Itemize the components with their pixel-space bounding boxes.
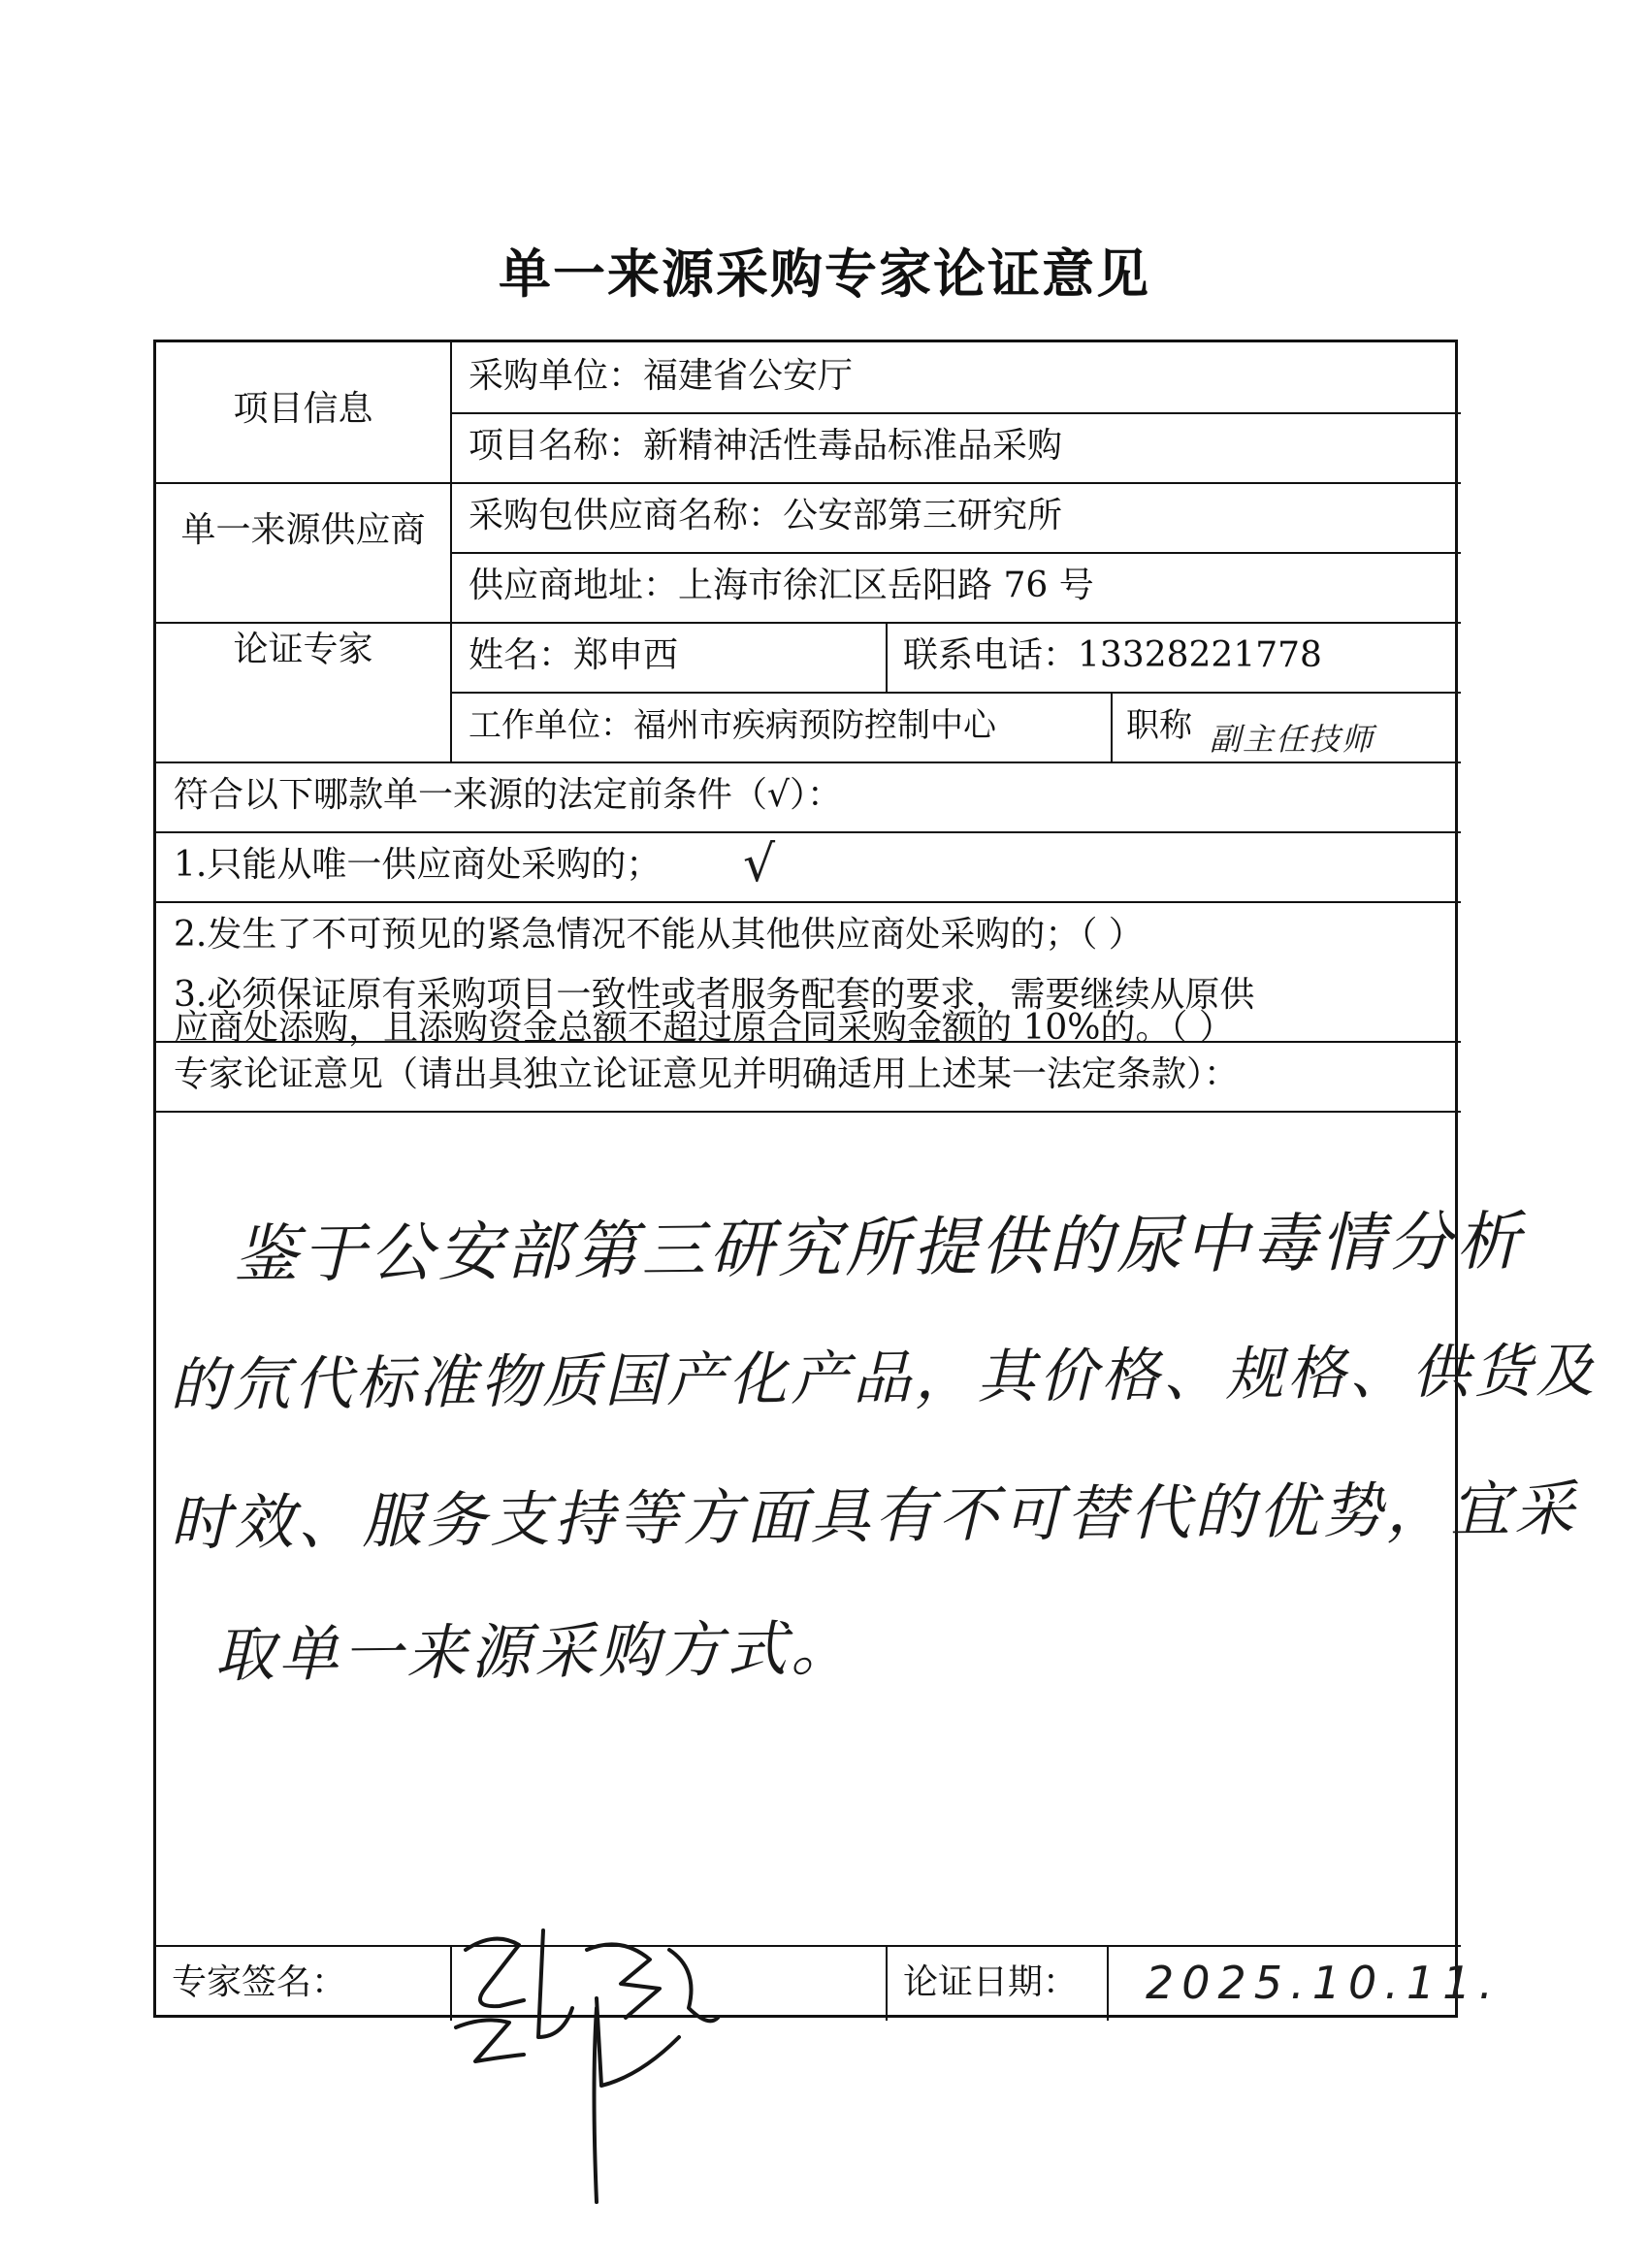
col-line (450, 342, 452, 761)
expert-workplace-field: 工作单位：福州市疾病预防控制中心 (469, 706, 996, 745)
expert-label: 论证专家 (233, 630, 373, 669)
opinion-handwritten-line: 的氘代标准物质国产化产品，其价格、规格、供货及 (169, 1337, 1599, 1420)
row-line (450, 412, 1461, 414)
condition-3-line2: 应商处添购，且添购资金总额不超过原合同采购金额的 10%的。（ ） (174, 1008, 1234, 1048)
project-info-label: 项目信息 (233, 389, 373, 429)
expert-title-label: 职称 (1126, 706, 1192, 745)
row-line (450, 552, 1461, 554)
condition-1-checkmark: √ (743, 835, 776, 893)
expert-title-handwritten: 副主任技师 (1210, 721, 1375, 758)
date-handwritten: 2025.10.11. (1146, 1957, 1501, 2009)
opinion-handwritten-line: 时效、服务支持等方面具有不可替代的优势，宜采 (169, 1473, 1579, 1559)
form-table (153, 340, 1599, 2018)
col-line (1111, 692, 1113, 761)
row-line (156, 1945, 1461, 1947)
purchaser-field: 采购单位：福建省公安厅 (469, 356, 854, 396)
opinion-header: 专家论证意见（请出具独立论证意见并明确适用上述某一法定条款）： (174, 1054, 1240, 1094)
project-name-field: 项目名称：新精神活性毒品标准品采购 (469, 426, 1063, 466)
condition-3-line1: 3.必须保证原有采购项目一致性或者服务配套的要求，需要继续从原供 (174, 975, 1255, 1015)
signature-handwritten-icon (427, 1892, 737, 2212)
supplier-label: 单一来源供应商 (180, 510, 426, 550)
row-line (156, 622, 1461, 624)
col-line (886, 1945, 888, 2021)
date-label: 论证日期： (903, 1962, 1079, 2002)
expert-name-field: 姓名：郑申西 (469, 635, 679, 675)
row-line (156, 1111, 1461, 1113)
col-line (886, 622, 888, 692)
row-line (156, 482, 1461, 484)
expert-phone-field: 联系电话：13328221778 (903, 635, 1322, 675)
row-line (156, 761, 1461, 763)
document-title: 单一来源采购专家论证意见 (499, 243, 1150, 305)
supplier-name-field: 采购包供应商名称：公安部第三研究所 (469, 496, 1063, 535)
signature-label: 专家签名： (172, 1962, 347, 2002)
conditions-header: 符合以下哪款单一来源的法定前条件（√）： (174, 775, 842, 815)
opinion-handwritten-line: 鉴于公安部第三研究所提供的尿中毒情分析 (233, 1204, 1525, 1292)
opinion-handwritten-line: 取单一来源采购方式。 (213, 1612, 856, 1691)
row-line (156, 901, 1461, 903)
col-line (1107, 1945, 1109, 2021)
condition-2: 2.发生了不可预见的紧急情况不能从其他供应商处采购的；（ ） (174, 915, 1144, 955)
row-line (450, 692, 1461, 694)
condition-1: 1.只能从唯一供应商处采购的； (174, 845, 662, 885)
supplier-address-field: 供应商地址：上海市徐汇区岳阳路 76 号 (469, 566, 1094, 605)
row-line (156, 831, 1461, 833)
